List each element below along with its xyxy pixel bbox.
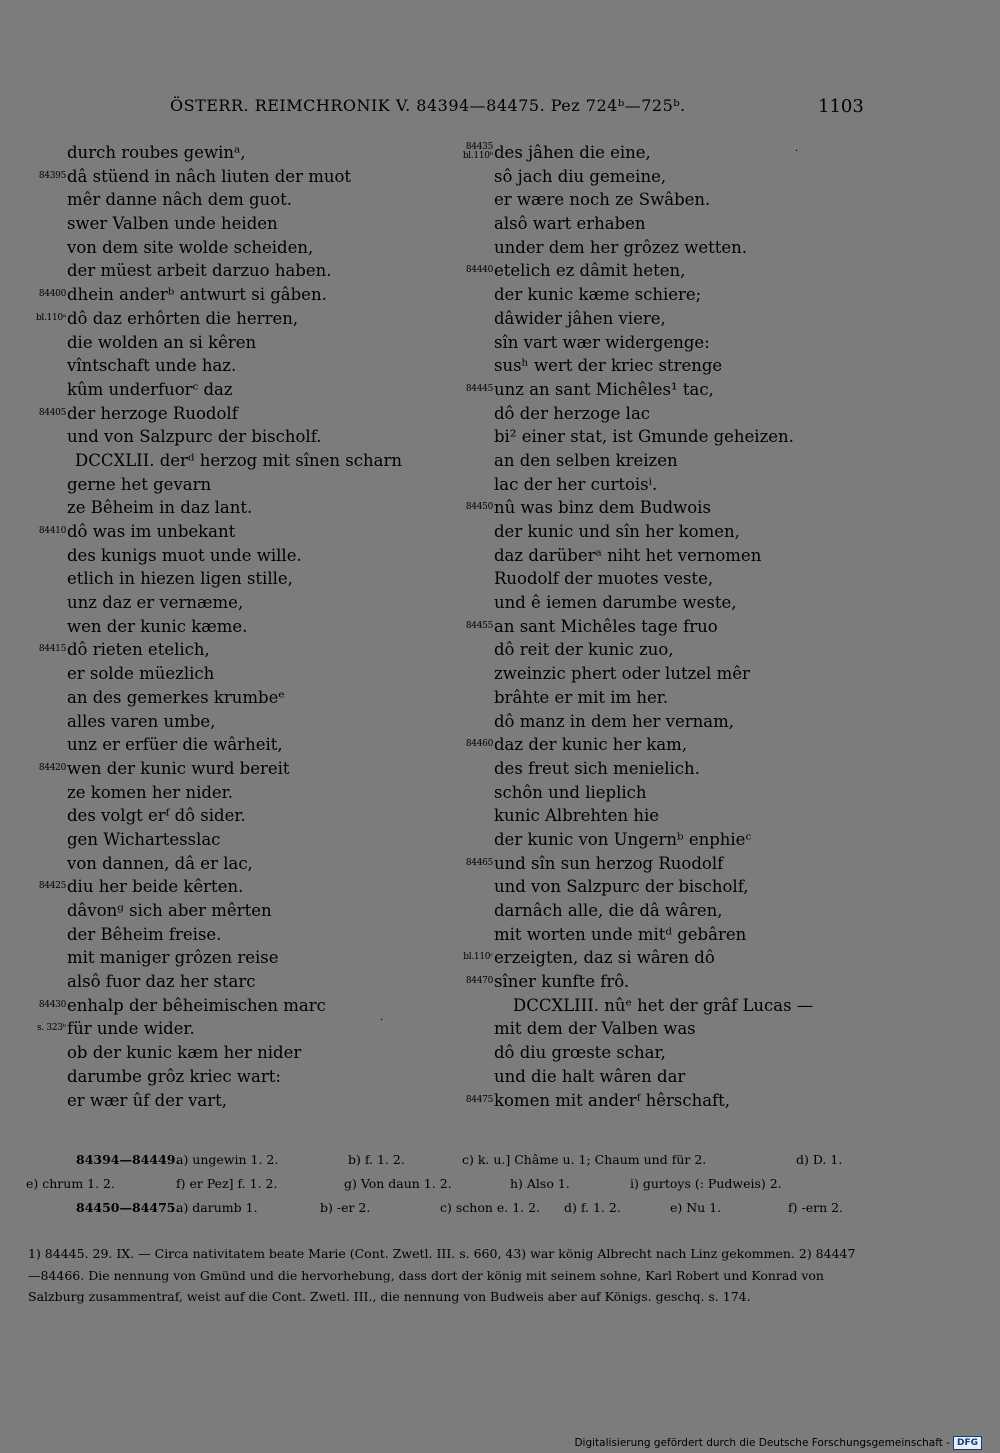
- verse-text: dâvonᵍ sich aber mêrten: [67, 901, 272, 920]
- verse-line: [450, 307, 970, 331]
- line-number: 84415: [38, 644, 66, 655]
- verse-text: darumbe grôz kriec wart:: [67, 1066, 281, 1086]
- verse-line: [0, 875, 450, 899]
- verse-text: alsô fuor daz her starc: [67, 972, 256, 992]
- verse-text: des volgt erᶠ dô sider.: [67, 806, 246, 826]
- verse-line: [0, 757, 450, 781]
- verse-text: er wær ûf der vart,: [67, 1090, 228, 1110]
- verse-line: [0, 994, 450, 1018]
- apparatus-entry: h) Also 1.: [510, 1176, 570, 1191]
- verse-line: [0, 923, 450, 947]
- verse-text: dô reit der kunic zuo,: [494, 640, 674, 660]
- verse-text: durch roubes gewinᵃ,: [67, 143, 246, 162]
- verse-line: [450, 946, 970, 970]
- verse-line: [450, 378, 970, 402]
- verse-text: swer Valben unde heiden: [67, 214, 278, 234]
- verse-line: [450, 923, 970, 947]
- apparatus-entry: a) ungewin 1. 2.: [176, 1152, 279, 1167]
- verse-line: [0, 781, 450, 805]
- verse-text: des jâhen die eine,: [494, 143, 651, 162]
- verse-text: lac der her curtoisⁱ.: [494, 474, 658, 494]
- apparatus-range: 84450—84475.: [76, 1200, 180, 1215]
- verse-text: der müest arbeit darzuo haben.: [67, 261, 332, 281]
- verse-line: [0, 710, 450, 734]
- verse-text: wen der kunic wurd bereit: [67, 758, 290, 778]
- verse-line: [0, 307, 450, 331]
- verse-line: [0, 378, 450, 402]
- verse-line: [450, 473, 970, 497]
- line-number: 84450: [465, 502, 493, 513]
- verse-line: [0, 402, 450, 426]
- credit-text: Digitalisierung gefördert durch die Deutsche Forschungsgemeinschaft -: [574, 1437, 950, 1449]
- verse-line: [450, 449, 970, 473]
- verse-line: [450, 781, 970, 805]
- page-number: 1103: [818, 96, 864, 117]
- line-number: 84440: [465, 265, 493, 276]
- verse-text: dâ stüend in nâch liuten der muot: [67, 166, 352, 186]
- verse-text: der kunic und sîn her komen,: [494, 522, 740, 541]
- verse-line: [0, 970, 450, 994]
- line-number-verse: 84435: [465, 142, 493, 152]
- verse-text: mit dem der Valben was: [494, 1019, 696, 1039]
- verse-text: under dem her grôzez wetten.: [494, 237, 748, 257]
- verse-text: er solde müezlich: [67, 664, 215, 684]
- verse-text: sîner kunfte frô.: [494, 972, 630, 992]
- verse-line: [450, 733, 970, 757]
- verse-line: [0, 1089, 450, 1113]
- verse-text: der Bêheim freise.: [67, 924, 222, 944]
- verse-line: [0, 615, 450, 639]
- verse-line: [0, 354, 450, 378]
- verse-text: unz er erfüer die wârheit,: [67, 735, 283, 755]
- verse-text: und von Salzpurc der bischolf.: [67, 427, 322, 447]
- verse-line: [0, 188, 450, 212]
- verse-line: [0, 946, 450, 970]
- line-number: 84410: [38, 526, 66, 536]
- verse-line: [450, 1065, 970, 1089]
- verse-line: [450, 710, 970, 734]
- verse-line: [450, 331, 970, 355]
- apparatus-entry: d) f. 1. 2.: [564, 1200, 621, 1215]
- verse-text: ze komen her nider.: [67, 782, 233, 802]
- verse-text: für unde wider.: [67, 1019, 195, 1039]
- verse-line: [0, 212, 450, 236]
- verse-text: mêr danne nâch dem guot.: [67, 190, 292, 210]
- line-number: 84465: [465, 857, 493, 868]
- apparatus-entry: i) gurtoys (: Pudweis) 2.: [630, 1176, 782, 1191]
- verse-line: [0, 733, 450, 757]
- apparatus-entry: c) k. u.] Châme u. 1; Chaum und für 2.: [462, 1152, 707, 1167]
- verse-line: [450, 212, 970, 236]
- verse-line: [450, 994, 970, 1018]
- verse-text: bi² einer stat, ist Gmunde geheizen.: [494, 427, 794, 447]
- verse-line: [450, 970, 970, 994]
- line-number: bl.110ᶜ: [463, 952, 493, 963]
- verse-line: [450, 165, 970, 189]
- verse-text: mit worten unde mitᵈ gebâren: [494, 924, 747, 944]
- apparatus-entry: e) Nu 1.: [670, 1200, 722, 1215]
- apparatus-row: [26, 1148, 856, 1172]
- verse-text: schôn und lieplich: [494, 782, 647, 802]
- verse-text: enhalp der bêheimischen marc: [67, 995, 326, 1015]
- verse-line: [450, 828, 970, 852]
- verse-text: dô diu grœste schar,: [494, 1043, 666, 1063]
- apparatus-entry: a) darumb 1.: [176, 1200, 258, 1215]
- running-head: ÖSTERR. REIMCHRONIK V. 84394—84475. Pez 724ᵇ—725ᵇ.: [170, 96, 686, 115]
- verse-line: [450, 875, 970, 899]
- verse-line: [0, 331, 450, 355]
- apparatus-entry: f) -ern 2.: [788, 1200, 844, 1215]
- verse-line: [0, 828, 450, 852]
- verse-line: [450, 662, 970, 686]
- verse-text: und von Salzpurc der bischolf,: [494, 877, 749, 897]
- verse-text: gen Wichartesslac: [67, 829, 221, 849]
- verse-text: daz darüberᵃ niht het vernomen: [494, 545, 762, 565]
- verse-line: [450, 236, 970, 260]
- line-number: 84405: [38, 407, 66, 418]
- verse-line: [450, 757, 970, 781]
- verse-line: [450, 402, 970, 426]
- critical-apparatus: [26, 1148, 856, 1220]
- verse-text: nû was binz dem Budwois: [494, 498, 711, 518]
- verse-text: sô jach diu gemeine,: [494, 166, 667, 186]
- verse-text: susʰ wert der kriec strenge: [494, 356, 723, 376]
- verse-line: [0, 662, 450, 686]
- verse-line: [0, 165, 450, 189]
- verse-text: zweinzic phert oder lutzel mêr: [494, 664, 750, 684]
- apparatus-range: 84394—84449.: [76, 1152, 180, 1167]
- verse-line: [0, 520, 450, 544]
- line-number: bl.110ᵃ: [35, 312, 66, 323]
- verse-text: unz daz er vernæme,: [67, 593, 244, 613]
- verse-line: [0, 591, 450, 615]
- line-number: 84470: [465, 976, 493, 987]
- verse-line: [450, 1089, 970, 1113]
- verse-text: gerne het gevarn: [67, 474, 212, 494]
- funding-credit: [574, 1436, 982, 1450]
- verse-line: [450, 591, 970, 615]
- verse-text: und ê iemen darumbe weste,: [494, 593, 737, 613]
- footnotes: [28, 1243, 856, 1308]
- verse-text: der kunic von Ungernᵇ enphieᶜ: [494, 829, 752, 849]
- verse-line: [450, 638, 970, 662]
- line-number: 84445: [465, 383, 493, 394]
- speck-mark: ·: [795, 146, 799, 157]
- verse-line: [0, 852, 450, 876]
- verse-text: kunic Albrehten hie: [494, 806, 659, 826]
- footnote-text: 1) 84445. 29. IX. — Circa nativitatem beate Marie (Cont. Zwetl. III. s. 660, 43) war könig Albrecht nach Linz gekommen. 2) 84447—84466. Die nennung von Gmünd und die hervorhebung, dass dort der könig mit seinem sohne, Karl Robert und Konrad von Salzburg zusammentraf, weist auf die Cont. Zwetl. III., die nennung von Budweis aber auf Königs. geschq. s. 174.: [28, 1246, 856, 1304]
- verse-text: und die halt wâren dar: [494, 1066, 686, 1086]
- dfg-logo-icon: DFG: [953, 1436, 982, 1450]
- verse-line: [0, 259, 450, 283]
- verse-text: unz an sant Michêles¹ tac,: [494, 379, 714, 399]
- verse-line: [0, 1041, 450, 1065]
- apparatus-row: [26, 1172, 856, 1196]
- line-number: 84455: [465, 620, 493, 631]
- verse-text: etlich in hiezen ligen stille,: [67, 569, 293, 589]
- verse-text: wen der kunic kæme.: [67, 616, 248, 636]
- verse-text: brâhte er mit im her.: [494, 687, 669, 707]
- verse-line: [450, 141, 970, 165]
- verse-text: dô manz in dem her vernam,: [494, 711, 735, 731]
- verse-text: er wære noch ze Swâben.: [494, 190, 711, 210]
- verse-text: mit maniger grôzen reise: [67, 948, 279, 968]
- verse-line: [0, 496, 450, 520]
- verse-line: [0, 544, 450, 568]
- verse-text: dô rieten etelich,: [67, 640, 210, 660]
- line-number-folio: bl.110ᵇ: [462, 151, 493, 161]
- verse-text: Ruodolf der muotes veste,: [494, 569, 714, 589]
- verse-line: [450, 567, 970, 591]
- verse-line: [0, 804, 450, 828]
- verse-text: diu her beide kêrten.: [67, 877, 244, 897]
- verse-line: [450, 804, 970, 828]
- verse-text: von dem site wolde scheiden,: [67, 237, 314, 257]
- verse-text: des kunigs muot unde wille.: [67, 545, 302, 565]
- verse-text: an den selben kreizen: [494, 450, 678, 470]
- verse-line: [0, 899, 450, 923]
- verse-line: [0, 141, 450, 165]
- verse-text: DCCXLII. derᵈ herzog mit sînen scharn: [75, 450, 402, 470]
- verse-text: daz der kunic her kam,: [494, 735, 688, 755]
- verse-text: dô der herzoge lac: [494, 403, 651, 423]
- verse-text: etelich ez dâmit heten,: [494, 261, 686, 281]
- line-number: 84425: [38, 881, 66, 892]
- verse-text: und sîn sun herzog Ruodolf: [494, 853, 724, 873]
- page-header: [0, 96, 1000, 120]
- verse-line: [0, 473, 450, 497]
- verse-line: [450, 425, 970, 449]
- verse-line: [450, 188, 970, 212]
- verse-text: vîntschaft unde haz.: [67, 356, 237, 376]
- verse-text: an sant Michêles tage fruo: [494, 616, 718, 636]
- verse-line: [0, 686, 450, 710]
- right-verse-column: [450, 141, 970, 1112]
- line-number: 84395: [38, 170, 66, 181]
- verse-line: [450, 496, 970, 520]
- verse-text: dô was im unbekant: [67, 522, 236, 541]
- verse-text: ob der kunic kæm her nider: [67, 1043, 302, 1063]
- verse-text: an des gemerkes krumbeᵉ: [67, 687, 285, 707]
- apparatus-entry: c) schon e. 1. 2.: [440, 1200, 541, 1215]
- verse-line: [450, 1017, 970, 1041]
- line-number: 84475: [465, 1094, 493, 1105]
- left-verse-column: [0, 141, 450, 1112]
- verse-text: darnâch alle, die dâ wâren,: [494, 901, 723, 920]
- verse-text: dâwider jâhen viere,: [494, 308, 666, 328]
- line-number: 84400: [38, 289, 66, 300]
- verse-text: DCCXLIII. nûᵉ het der grâf Lucas —: [513, 995, 814, 1015]
- verse-text: alles varen umbe,: [67, 711, 216, 731]
- verse-line: [0, 283, 450, 307]
- verse-line: [0, 638, 450, 662]
- speck-mark: ·: [380, 1015, 384, 1026]
- verse-line: [450, 283, 970, 307]
- verse-line: [450, 520, 970, 544]
- verse-text: die wolden an si kêren: [67, 332, 257, 352]
- verse-text: alsô wart erhaben: [494, 214, 646, 234]
- line-number: 84460: [465, 739, 493, 750]
- verse-line: [450, 1041, 970, 1065]
- apparatus-entry: b) f. 1. 2.: [348, 1152, 405, 1167]
- verse-text: ze Bêheim in daz lant.: [67, 498, 253, 518]
- line-number: 84420: [38, 762, 66, 773]
- verse-text: komen mit anderᶠ hêrschaft,: [494, 1090, 731, 1110]
- verse-line: [0, 425, 450, 449]
- verse-text: der kunic kæme schiere;: [494, 285, 702, 305]
- line-number: s. 323ᵇ: [36, 1023, 66, 1034]
- verse-text: erzeigten, daz si wâren dô: [494, 948, 715, 968]
- verse-line: [450, 354, 970, 378]
- verse-line: [450, 259, 970, 283]
- verse-text: dhein anderᵇ antwurt si gâben.: [67, 285, 327, 305]
- verse-text: dô daz erhôrten die herren,: [67, 308, 299, 328]
- apparatus-entry: b) -er 2.: [320, 1200, 371, 1215]
- apparatus-entry: d) D. 1.: [796, 1152, 843, 1167]
- verse-text: kûm underfuorᶜ daz: [67, 379, 233, 399]
- verse-line: [450, 686, 970, 710]
- verse-text: sîn vart wær widergenge:: [494, 332, 710, 352]
- verse-line: [450, 615, 970, 639]
- apparatus-entry: g) Von daun 1. 2.: [344, 1176, 452, 1191]
- verse-text: von dannen, dâ er lac,: [67, 853, 253, 873]
- apparatus-entry: f) er Pez] f. 1. 2.: [176, 1176, 278, 1191]
- verse-line: [0, 1065, 450, 1089]
- verse-line: [0, 567, 450, 591]
- verse-line: [0, 449, 450, 473]
- apparatus-entry: e) chrum 1. 2.: [26, 1176, 115, 1191]
- verse-line: [450, 544, 970, 568]
- verse-line: [450, 899, 970, 923]
- verse-text: des freut sich menielich.: [494, 758, 700, 778]
- line-number: 84430: [38, 999, 66, 1010]
- verse-line: [0, 236, 450, 260]
- line-number: [463, 143, 493, 161]
- verse-line: [450, 852, 970, 876]
- apparatus-row: [26, 1196, 856, 1220]
- verse-text: der herzoge Ruodolf: [67, 403, 238, 423]
